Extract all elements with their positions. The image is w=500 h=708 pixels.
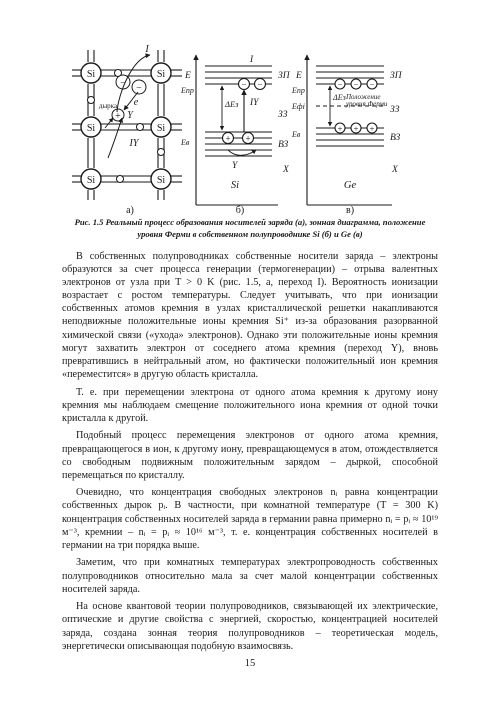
fermi-label-line2: уровня Ферми <box>346 100 388 108</box>
paragraph: Т. е. при перемещении электрона от одного атома кремния к другому иону кремния мы наблюдаем смещение положительного иона кремния от одной точки кристалла к другой. <box>62 386 438 424</box>
label-zz-b: ЗЗ <box>278 110 288 120</box>
paragraph: На основе квантовой теории полупроводников, связывающей их электрические, оптические и другие свойства с энергией, скоростью, концентрацией носителей заряда, создана зонная теория полупроводников – теоретическая модель, энергетически описывающая подобную взаимосвязь. <box>62 601 438 652</box>
paragraph: Заметим, что при комнатных температурах электропроводность собственных полупроводников относительно мала за счет малой концентрации собственных носителей заряда. <box>62 557 438 595</box>
atom-si-3: Si <box>86 123 96 134</box>
ge-electron-3: − <box>369 79 375 90</box>
paragraph: Подобный процесс перемещения электронов от одного атома кремния, превращающегося в ион, к другому иону, превращающемуся в атом, отождествляется со свободным подвижным положительным зарядом – дыркой, способной перемещаться по кристаллу. <box>62 430 438 481</box>
label-ep-b: Eпр <box>181 86 194 95</box>
label-ef-c: Eфі <box>292 102 305 111</box>
axis-e-c: E <box>296 71 302 81</box>
label-ev-c: Eв <box>292 130 301 139</box>
page-number: 15 <box>244 658 256 669</box>
atom-si-6: Si <box>156 175 166 186</box>
label-dez-b: ΔEз <box>225 99 239 109</box>
ge-hole-3: + <box>369 123 375 134</box>
figure-caption: Рис. 1.5 Реальный процесс образования носителей заряда (а), зонная диаграмма, положение уровня Ферми в собственном полупроводнике Si (б) и Ge (в) <box>74 217 426 239</box>
ge-hole-1: + <box>337 123 343 134</box>
band-electron-1: − <box>241 79 247 90</box>
atom-si-5: Si <box>86 175 96 186</box>
label-iy-b: IY <box>250 98 259 108</box>
axis-e-b: E <box>185 71 191 81</box>
atom-si-2: Si <box>156 69 166 80</box>
atom-si-4: Si <box>156 123 166 134</box>
electron-sign-2: − <box>136 83 142 94</box>
panel-label-a: а) <box>126 205 134 216</box>
label-y-b: Y <box>232 161 238 171</box>
label-zp-c: ЗП <box>390 71 402 81</box>
ge-hole-2: + <box>353 123 359 134</box>
atom-si-1: Si <box>86 69 96 80</box>
band-electron-2: − <box>257 79 263 90</box>
band-hole-2: + <box>245 133 251 144</box>
panel-label-b: б) <box>235 205 245 216</box>
ge-electron-1: − <box>337 79 343 90</box>
figure-graphic <box>0 0 500 235</box>
ge-electron-2: − <box>353 79 359 90</box>
electron-sign: − <box>120 78 126 89</box>
panel-label-c: в) <box>345 205 355 216</box>
material-ge: Ge <box>343 180 357 191</box>
paragraph: В собственных полупроводниках собственные носители заряда – электроны образуются за счет процесса генерации (термогенерации) – отрыва валентных электронов от узла при T > 0 K (рис. 1.5, а, переход I). Вероятность ионизации возрастает с ростом температуры. Следует учитывать, что при ионизации собственных атомов кремния в узлах кристаллической решетки накапливаются неподвижные положительные ионы кремния Si⁺ из-за образования разорванной химической связи («ухода» электронов). Однако эти положительные ионы кремния могут захватить электрон от соседнего атома кремния (переход Y), вновь превратившись в нейтральный атом, но фактически положительный ион кремния «переместится» в другую область кристалла. <box>62 251 438 380</box>
axis-x-b: X <box>283 165 289 175</box>
lattice-label-iy: IY <box>129 138 139 149</box>
body-text <box>62 250 438 657</box>
label-vz-c: ВЗ <box>390 133 401 143</box>
fermi-label-line1: Положение <box>346 93 381 101</box>
band-hole-1: + <box>225 133 231 144</box>
lattice-label-hole: дырка <box>98 102 118 110</box>
label-zp-b: ЗП <box>278 71 290 81</box>
figure-1-5 <box>0 0 500 235</box>
label-zz-c: ЗЗ <box>390 105 400 115</box>
lattice-label-i: I <box>145 44 149 55</box>
label-dez-c: ΔEз <box>333 93 346 102</box>
lattice-label-e: e <box>133 97 139 108</box>
label-i-b: I <box>250 55 254 65</box>
lattice-label-y: Y <box>127 110 133 121</box>
paragraph: Очевидно, что концентрация свободных электронов nᵢ равна концентрации собственных дырок pᵢ. В частности, при комнатной температуре (T = 300 K) концентрация собственных носителей заряда в германии равна примерно nᵢ = pᵢ ≈ 10¹⁹ м⁻³, кремнии – nᵢ = pᵢ ≈ 10¹⁶ м⁻³, т. е. концентрация собственных носителей в германии на три порядка выше. <box>62 487 438 551</box>
label-vz-b: ВЗ <box>278 140 289 150</box>
axis-x-c: X <box>392 165 398 175</box>
material-si: Si <box>230 180 240 191</box>
hole-sign: + <box>115 111 121 122</box>
label-ev-b: Eв <box>181 138 190 147</box>
label-ep-c: Eпр <box>292 86 305 95</box>
